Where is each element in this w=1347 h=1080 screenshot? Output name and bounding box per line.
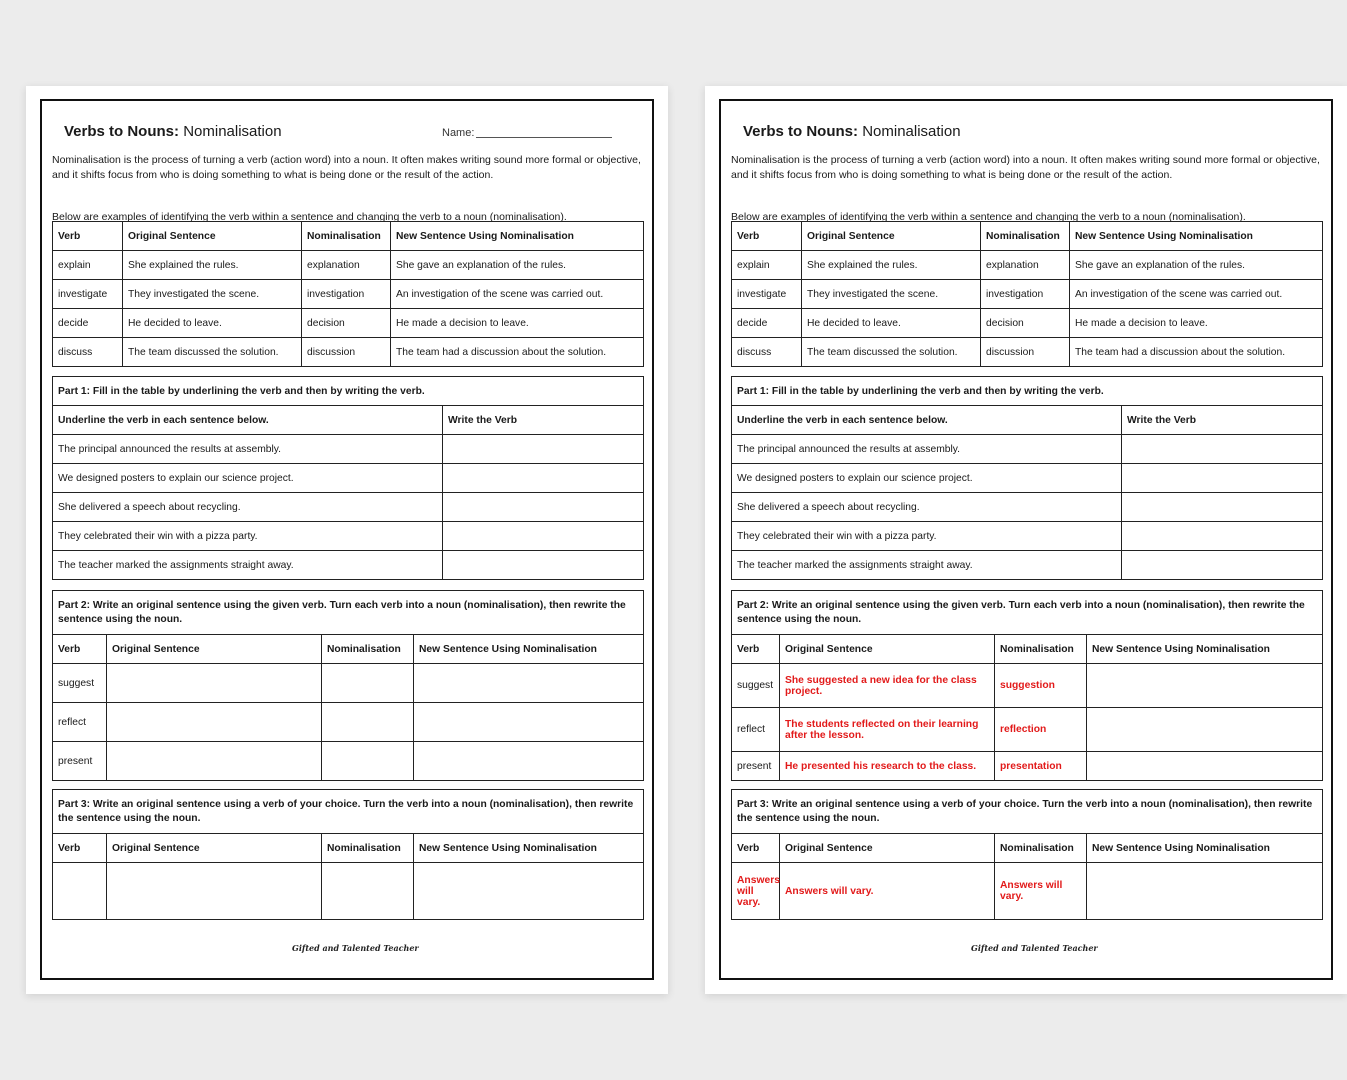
answer-cell[interactable] <box>322 742 414 781</box>
table-row <box>53 863 644 920</box>
part1-title: Part 1: Fill in the table by underlining the verb and then by writing the verb. <box>53 377 644 406</box>
part2-table: Part 2: Write an original sentence using the given verb. Turn each verb into a noun (nominalisation), then rewrite the sentence using the noun. Verb Original Sentence Nominalisation New Sentence Using Nominalisation suggest reflect present <box>52 590 644 781</box>
table-row: Answers will vary. Answers will vary. Answers will vary. <box>732 863 1323 920</box>
answer-cell[interactable] <box>414 703 644 742</box>
table-row: The teacher marked the assignments straight away. <box>732 551 1323 580</box>
part2-title: Part 2: Write an original sentence using the given verb. Turn each verb into a noun (nominalisation), then rewrite the sentence using the noun. <box>53 591 644 635</box>
name-field[interactable]: Name: <box>442 127 612 139</box>
table-row: They celebrated their win with a pizza party. <box>732 522 1323 551</box>
verb-answer-cell[interactable] <box>443 551 644 580</box>
answer-text: He presented his research to the class. <box>780 752 995 781</box>
intro-text: Nominalisation is the process of turning a verb (action word) into a noun. It often makes writing sound more formal or objective, and it shifts focus from who is doing something to what is being done or the result of the action. <box>52 154 641 181</box>
answer-text: She suggested a new idea for the class project. <box>780 664 995 708</box>
answer-cell[interactable] <box>414 863 644 920</box>
col-header-underline: Underline the verb in each sentence below. <box>53 406 443 435</box>
table-row: investigate They investigated the scene. investigation An investigation of the scene was carried out. <box>732 280 1323 309</box>
part2-table: Part 2: Write an original sentence using the given verb. Turn each verb into a noun (nominalisation), then rewrite the sentence using the noun. Verb Original Sentence Nominalisation New Sentence Using Nominalisation suggest She suggested a new idea for the class project. suggestion reflect The students reflected on their learning after the lesson. reflection present He presented his research to the class. presentation <box>731 590 1323 781</box>
col-header-write-verb: Write the Verb <box>443 406 644 435</box>
verb-answer-cell[interactable] <box>443 522 644 551</box>
answer-cell[interactable] <box>107 664 322 703</box>
examples-table: Verb Original Sentence Nominalisation New Sentence Using Nominalisation explain She explained the rules. explanation She gave an explanation of the rules. investigate They investigated the scene. investigation An investigation of the scene was carried out. decide He decided to leave. decision He made a decision to leave. discuss The team discussed the solution. discussion The team had a discussion about the solution. <box>731 221 1323 367</box>
page-border <box>40 99 654 980</box>
part1-table: Part 1: Fill in the table by underlining the verb and then by writing the verb. Underline the verb in each sentence below. Write the Verb The principal announced the results at assembly. We designed posters to explain our science project. She delivered a speech about recycling. They celebrated their win with a pizza party. The teacher marked the assignments straight away. <box>731 376 1323 580</box>
table-row: explain She explained the rules. explanation She gave an explanation of the rules. <box>53 251 644 280</box>
part3-table: Part 3: Write an original sentence using a verb of your choice. Turn the verb into a noun (nominalisation), then rewrite the sentence using the noun. Verb Original Sentence Nominalisation New Sentence Using Nominalisation Answers will vary. Answers will vary. Answers will vary. <box>731 789 1323 920</box>
table-row: The principal announced the results at assembly. <box>732 435 1323 464</box>
col-header-nominalisation: Nominalisation <box>302 222 391 251</box>
col-header-verb: Verb <box>53 222 123 251</box>
col-header-original: Original Sentence <box>123 222 302 251</box>
answer-cell[interactable] <box>322 664 414 703</box>
table-row: discuss The team discussed the solution. discussion The team had a discussion about the solution. <box>53 338 644 367</box>
table-row: reflect <box>53 703 644 742</box>
part1-table <box>52 376 644 580</box>
worksheet-page-answer-key <box>705 86 1347 994</box>
answer-cell[interactable] <box>414 742 644 781</box>
examples-table <box>52 221 644 367</box>
answer-cell[interactable] <box>322 863 414 920</box>
answer-cell[interactable] <box>414 664 644 703</box>
answer-cell[interactable] <box>107 863 322 920</box>
table-row: discuss The team discussed the solution. discussion The team had a discussion about the solution. <box>732 338 1323 367</box>
answer-cell[interactable] <box>107 703 322 742</box>
answer-cell[interactable] <box>107 742 322 781</box>
table-row: explain She explained the rules. explanation She gave an explanation of the rules. <box>732 251 1323 280</box>
table-row: suggest She suggested a new idea for the class project. suggestion <box>732 664 1323 708</box>
table-row: present He presented his research to the class. presentation <box>732 752 1323 781</box>
brand-watermark: Gifted and Talented Teacher <box>971 943 1098 953</box>
col-header-new-sentence: New Sentence Using Nominalisation <box>391 222 644 251</box>
examples-intro: Below are examples of identifying the verb within a sentence and changing the verb to a noun (nominalisation). <box>52 211 567 223</box>
table-row: decide He decided to leave. decision He made a decision to leave. <box>732 309 1323 338</box>
table-row: She delivered a speech about recycling. <box>53 493 644 522</box>
brand-watermark: Gifted and Talented Teacher <box>292 943 419 953</box>
table-row: present <box>53 742 644 781</box>
answer-cell[interactable] <box>322 703 414 742</box>
table-row: We designed posters to explain our science project. <box>732 464 1323 493</box>
worksheet-title: Verbs to Nouns: Nominalisation <box>743 123 961 140</box>
worksheet-page-student <box>26 86 668 994</box>
table-row: The teacher marked the assignments straight away. <box>53 551 644 580</box>
table-row: suggest <box>53 664 644 703</box>
table-row: The principal announced the results at assembly. <box>53 435 644 464</box>
worksheet-title: Verbs to Nouns: Nominalisation <box>64 123 282 140</box>
table-row: reflect The students reflected on their learning after the lesson. reflection <box>732 708 1323 752</box>
verb-answer-cell[interactable] <box>443 464 644 493</box>
part3-table: Part 3: Write an original sentence using a verb of your choice. Turn the verb into a noun (nominalisation), then rewrite the sentence using the noun. Verb Original Sentence Nominalisation New Sentence Using Nominalisation <box>52 789 644 920</box>
intro-text: Nominalisation is the process of turning a verb (action word) into a noun. It often makes writing sound more formal or objective, and it shifts focus from who is doing something to what is being done or the result of the action. <box>731 154 1320 181</box>
verb-answer-cell[interactable] <box>443 493 644 522</box>
table-row: investigate They investigated the scene. investigation An investigation of the scene was carried out. <box>53 280 644 309</box>
examples-intro: Below are examples of identifying the verb within a sentence and changing the verb to a noun (nominalisation). <box>731 211 1246 223</box>
answer-text: The students reflected on their learning after the lesson. <box>780 708 995 752</box>
table-row: She delivered a speech about recycling. <box>732 493 1323 522</box>
answer-cell[interactable] <box>53 863 107 920</box>
verb-answer-cell[interactable] <box>443 435 644 464</box>
table-row: They celebrated their win with a pizza party. <box>53 522 644 551</box>
table-row: decide He decided to leave. decision He made a decision to leave. <box>53 309 644 338</box>
page-border <box>719 99 1333 980</box>
table-row: We designed posters to explain our science project. <box>53 464 644 493</box>
part3-title: Part 3: Write an original sentence using a verb of your choice. Turn the verb into a noun (nominalisation), then rewrite the sentence using the noun. <box>53 790 644 834</box>
